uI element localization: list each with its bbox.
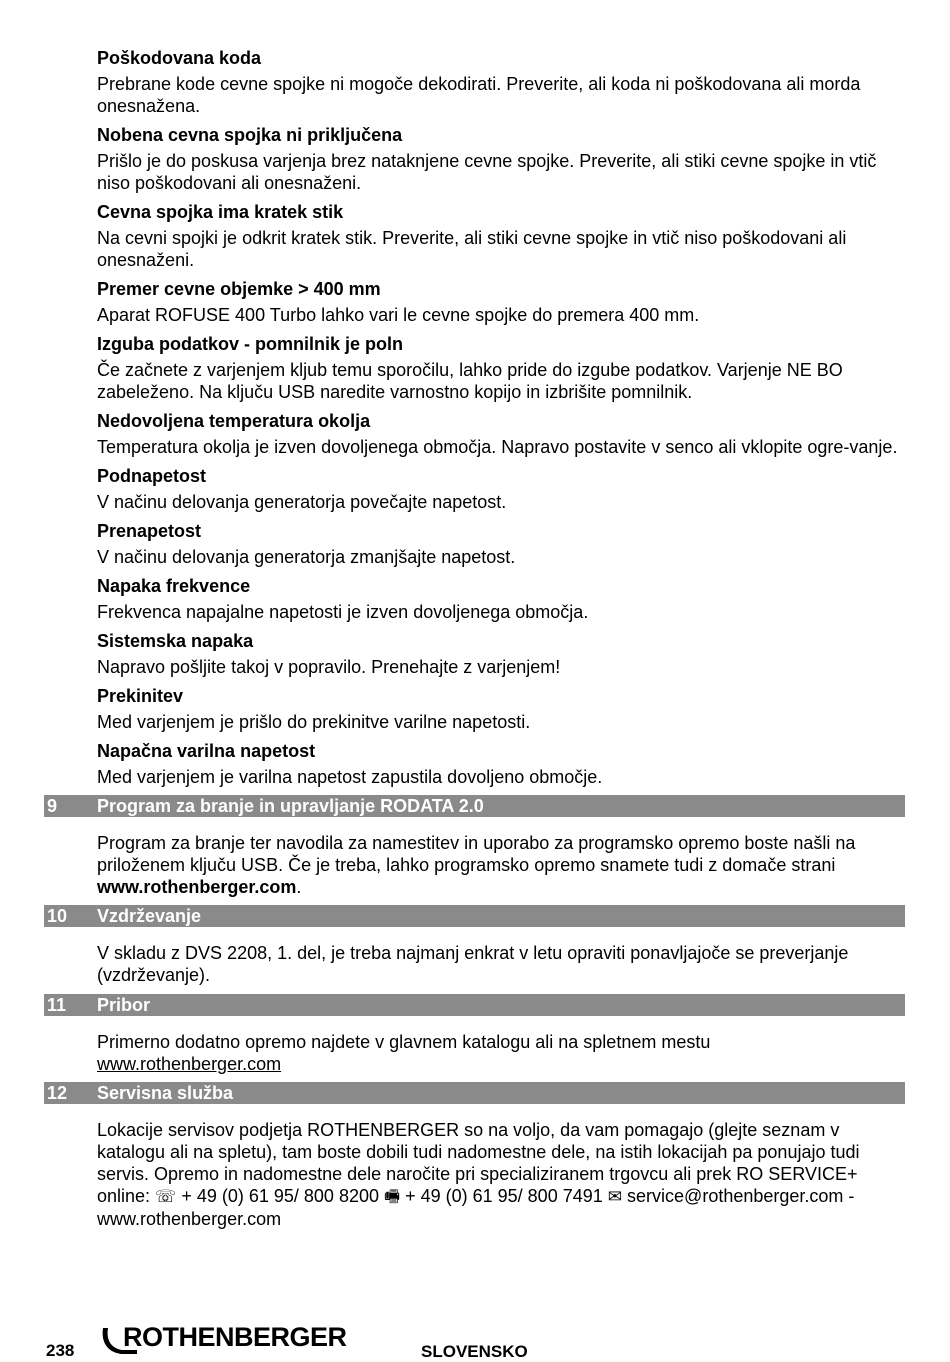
fax-number: + 49 (0) 61 95/ 800 7491 [405,1186,603,1206]
error-description: Med varjenjem je varilna napetost zapustila dovoljeno območje. [97,767,603,787]
error-description: Na cevni spojki je odkrit kratek stik. Preverite, ali stiki cevne spojke in vtič niso poškodovani ali onesnaženi. [97,228,847,270]
website-link[interactable]: www.rothenberger.com [97,1054,282,1074]
error-item [97,333,907,403]
punctuation: . [296,877,302,897]
website-link[interactable]: www.rothenberger.com [97,1209,282,1229]
error-item [97,740,907,788]
section-header-12 [44,1082,905,1104]
error-title: Prekinitev [97,686,184,706]
section-title: Vzdrževanje [97,906,202,926]
error-item [97,575,907,623]
error-description: Prebrane kode cevne spojke ni mogoče dekodirati. Preverite, ali koda ni poškodovana ali morda onesnažena. [97,74,861,116]
error-description: Temperatura okolja je izven dovoljenega območja. Napravo postavite v senco ali vklopite ogre-vanje. [97,437,898,457]
error-description: V načinu delovanja generatorja povečajte napetost. [97,492,507,512]
language-label: SLOVENSKO [421,1342,528,1361]
error-item [97,47,907,117]
fax-icon: 🖷 [384,1187,401,1207]
error-description: Frekvenca napajalne napetosti je izven dovoljenega območja. [97,602,589,622]
error-title: Poškodovana koda [97,48,262,68]
section-header-9 [44,795,905,817]
error-title: Prenapetost [97,521,202,541]
section-number: 12 [47,1083,68,1103]
error-item [97,520,907,568]
brand-logo [97,1322,347,1360]
error-item [97,201,907,271]
website-link[interactable]: www.rothenberger.com [97,877,297,897]
section-number: 10 [47,906,68,926]
error-item [97,410,907,458]
error-item [97,630,907,678]
error-title: Podnapetost [97,466,207,486]
error-list [97,47,907,788]
section-number: 9 [47,796,58,816]
error-description: Če začnete z varjenjem kljub temu sporočilu, lahko pride do izgube podatkov. Varjenje NE BO zabeleženo. Na ključu USB naredite varnostno kopijo in izbrišite pomnilnik. [97,360,843,402]
error-item [97,465,907,513]
error-title: Napaka frekvence [97,576,251,596]
section-text: Primerno dodatno opremo najdete v glavnem katalogu ali na spletnem mestu [97,1032,711,1052]
error-title: Napačna varilna napetost [97,741,316,761]
section-number: 11 [47,995,67,1015]
error-title: Sistemska napaka [97,631,254,651]
brand-name: ROTHENBERGER [123,1322,347,1352]
error-description: Napravo pošljite takoj v popravilo. Prenehajte z varjenjem! [97,657,561,677]
section-body-10: V skladu z DVS 2208, 1. del, je treba najmanj enkrat v letu opraviti ponavljajoče se preverjanje (vzdrževanje). [97,943,849,985]
email-link[interactable]: service@rothenberger.com [627,1186,844,1206]
phone-icon: ☏ [155,1187,177,1207]
error-title: Premer cevne objemke > 400 mm [97,279,381,299]
error-description: Prišlo je do poskusa varjenja brez nataknjene cevne spojke. Preverite, ali stiki cevne spojke in vtič niso poškodovani ali onesnaženi. [97,151,877,193]
error-item [97,685,907,733]
section-body-12 [97,1119,907,1230]
page-number: 238 [46,1341,75,1360]
error-title: Nobena cevna spojka ni priključena [97,125,403,145]
error-title: Cevna spojka ima kratek stik [97,202,344,222]
separator: - [843,1186,855,1206]
error-description: Aparat ROFUSE 400 Turbo lahko vari le cevne spojke do premera 400 mm. [97,305,700,325]
error-item [97,278,907,326]
error-title: Izguba podatkov - pomnilnik je poln [97,334,403,354]
error-item [97,124,907,194]
section-body-9 [97,832,907,898]
section-header-10 [44,905,905,927]
section-title: Program za branje in upravljanje RODATA 2.0 [97,796,484,816]
section-body-11 [97,1031,907,1075]
section-header-11 [44,994,905,1016]
section-title: Servisna služba [97,1083,234,1103]
envelope-icon: ✉ [607,1187,623,1207]
error-title: Nedovoljena temperatura okolja [97,411,371,431]
page-content [0,47,950,1230]
section-text: Lokacije servisov podjetja ROTHENBERGER so na voljo, da vam pomagajo (glejte seznam v katalogu ali na spletu), tam boste dobili tudi nadomestne dele, na istih lokacijah pa ponujajo tudi servis. Opremo in nadomestne dele naročite pri specializiranem trgovcu ali prek RO SERVICE+ online: [97,1120,860,1206]
phone-number[interactable]: + 49 (0) 61 95/ 800 8200 [181,1186,379,1206]
section-text: Program za branje ter navodila za namestitev in uporabo za programsko opremo boste našli na priloženem ključu USB. Če je treba, lahko programsko opremo snamete tudi z domače strani [97,833,856,875]
error-description: V načinu delovanja generatorja zmanjšajte napetost. [97,547,516,567]
section-title: Pribor [97,995,151,1015]
error-description: Med varjenjem je prišlo do prekinitve varilne napetosti. [97,712,531,732]
